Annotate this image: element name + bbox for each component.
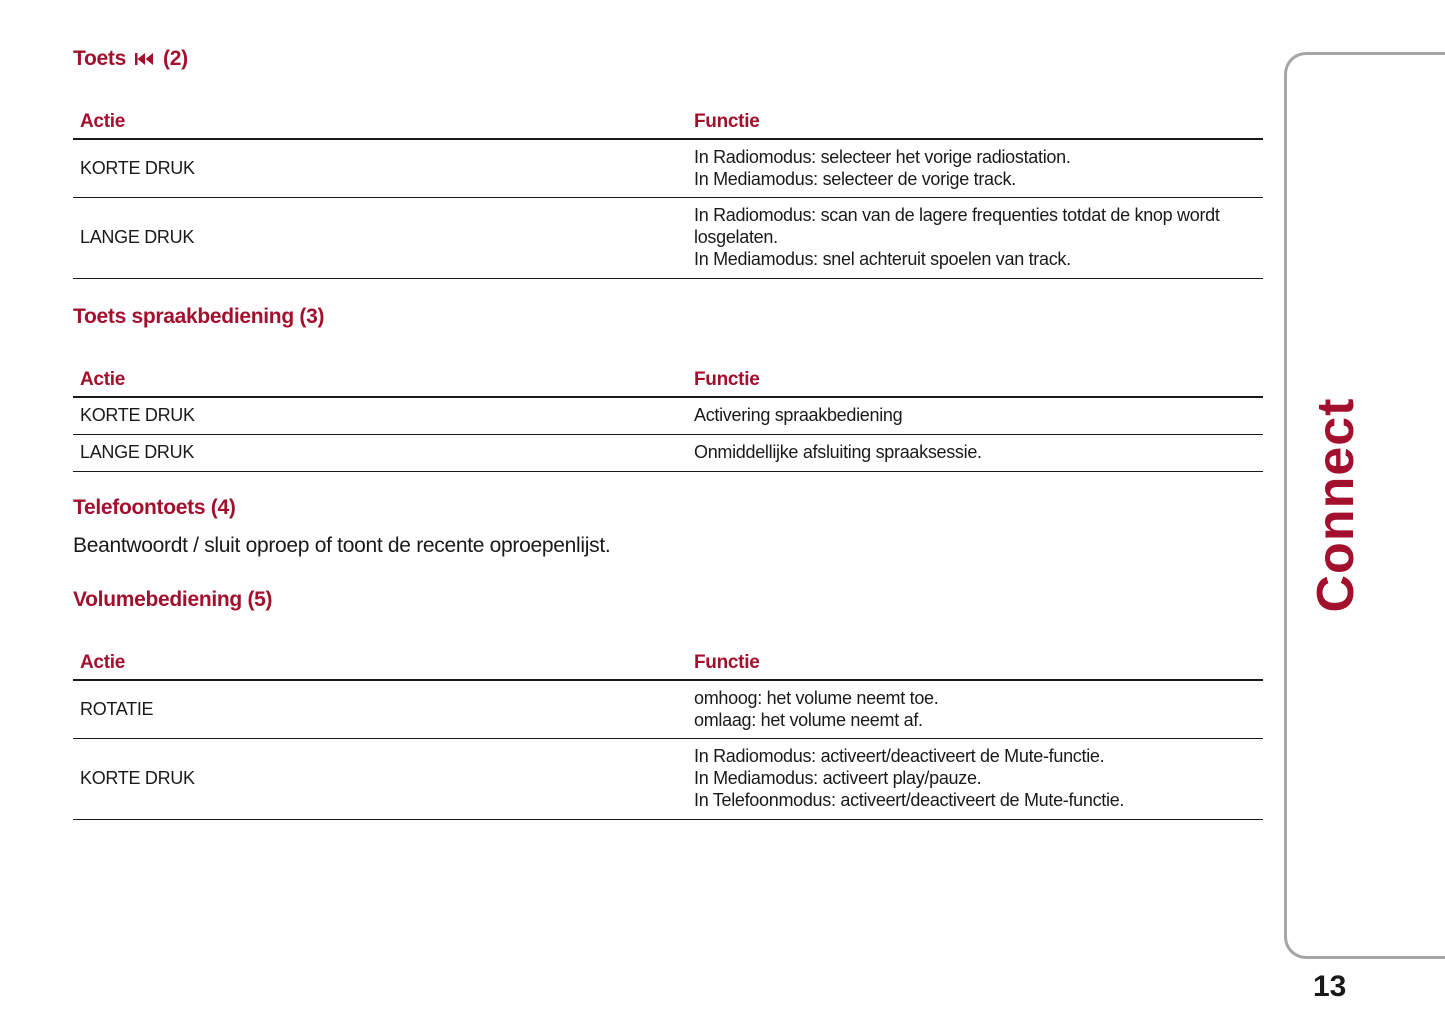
function-line: losgelaten. xyxy=(694,227,778,247)
action-cell: ROTATIE xyxy=(73,680,687,738)
function-line: In Radiomodus: scan van de lagere frequenties totdat de knop wordt xyxy=(694,205,1220,225)
function-line: In Telefoonmodus: activeert/deactiveert de Mute-functie. xyxy=(694,790,1125,810)
function-cell xyxy=(687,197,1263,278)
heading-text: Toets xyxy=(73,47,126,70)
function-line: In Mediamodus: activeert play/pauze. xyxy=(694,768,982,788)
action-cell: LANGE DRUK xyxy=(73,197,687,278)
section-heading-telefoontoets: Telefoontoets (4) xyxy=(73,496,236,519)
table-row xyxy=(73,197,1263,278)
section-heading-spraakbediening: Toets spraakbediening (3) xyxy=(73,305,325,328)
action-cell: KORTE DRUK xyxy=(73,738,687,819)
table-toets-2 xyxy=(73,105,1263,279)
table-row xyxy=(73,397,1263,434)
table-volumebediening xyxy=(73,646,1263,820)
function-line: Activering spraakbediening xyxy=(694,405,903,426)
column-header-action: Actie xyxy=(73,363,687,397)
function-cell xyxy=(687,397,1263,434)
function-line: In Radiomodus: activeert/deactiveert de Mute-functie. xyxy=(694,746,1105,766)
table-spraakbediening xyxy=(73,363,1263,472)
action-cell: KORTE DRUK xyxy=(73,139,687,197)
heading-number: (2) xyxy=(163,47,188,70)
function-cell xyxy=(687,738,1263,819)
table-row xyxy=(73,738,1263,819)
telefoontoets-description: Beantwoordt / sluit oproep of toont de recente oproepenlijst. xyxy=(73,534,611,557)
function-line: In Radiomodus: selecteer het vorige radiostation. xyxy=(694,146,1071,167)
column-header-function: Functie xyxy=(687,646,1263,680)
skip-back-icon xyxy=(134,48,154,72)
column-header-function: Functie xyxy=(687,105,1263,139)
page-number: 13 xyxy=(1313,970,1347,1003)
function-line: In Mediamodus: selecteer de vorige track. xyxy=(694,168,1016,189)
table-row xyxy=(73,680,1263,738)
table-row xyxy=(73,139,1263,197)
function-line: In Mediamodus: snel achteruit spoelen van track. xyxy=(694,249,1071,269)
action-cell: LANGE DRUK xyxy=(73,434,687,471)
function-cell xyxy=(687,139,1263,197)
column-header-action: Actie xyxy=(73,105,687,139)
column-header-action: Actie xyxy=(73,646,687,680)
function-line: omlaag: het volume neemt af. xyxy=(694,709,923,730)
action-cell: KORTE DRUK xyxy=(73,397,687,434)
table-row xyxy=(73,434,1263,471)
column-header-function: Functie xyxy=(687,363,1263,397)
function-cell xyxy=(687,680,1263,738)
function-line: Onmiddellijke afsluiting spraaksessie. xyxy=(694,442,982,462)
section-heading-toets-2 xyxy=(73,47,188,72)
function-line: omhoog: het volume neemt toe. xyxy=(694,687,939,708)
chapter-tab-label: Connect xyxy=(1307,397,1365,613)
section-heading-volumebediening: Volumebediening (5) xyxy=(73,588,273,611)
function-cell xyxy=(687,434,1263,471)
